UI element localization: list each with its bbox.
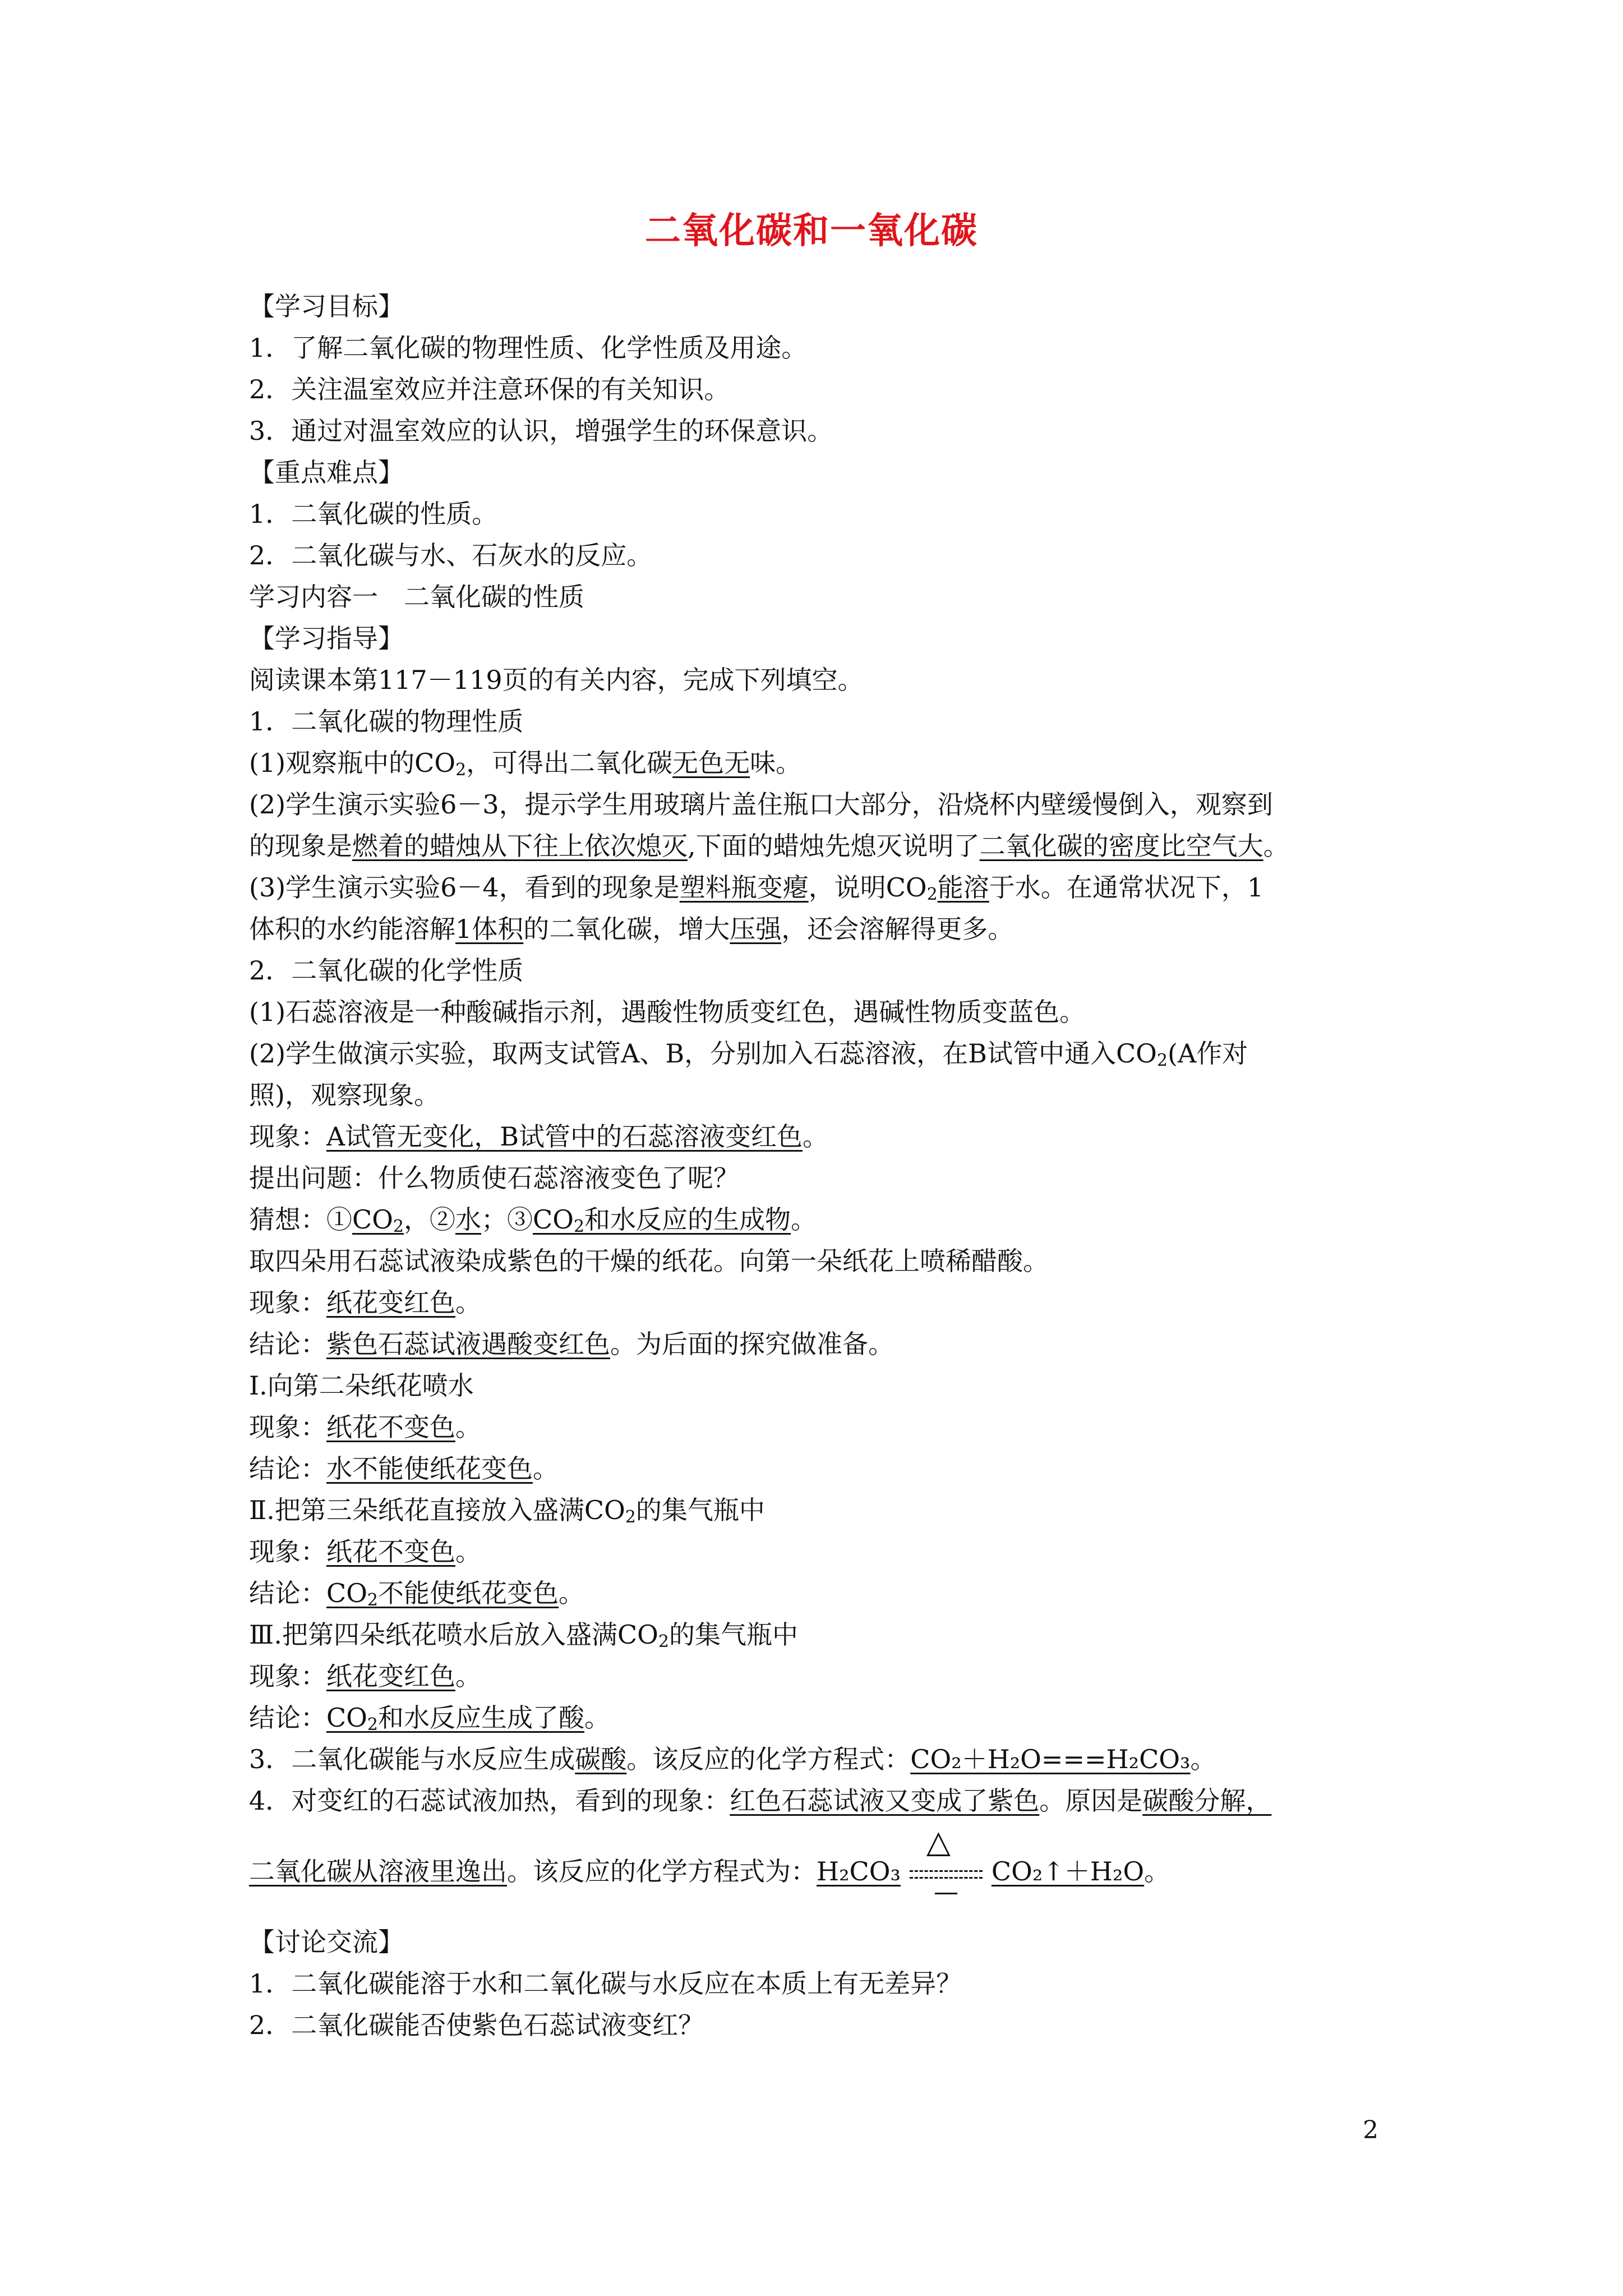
- discussion-item-2: 2．二氧化碳能否使紫色石蕊试液变红？: [249, 2010, 704, 2040]
- flower-intro: 取四朵用石蕊试液染成紫色的干燥的纸花。向第一朵纸花上喷稀醋酸。: [249, 1246, 1049, 1276]
- blank-bottle-observation: 塑料瓶变瘪: [679, 872, 809, 903]
- blank-guess-water: 水: [455, 1204, 482, 1235]
- blank-candle-observation: 燃着的蜡烛从下往上依次熄灭: [352, 831, 688, 861]
- section-heading-keypoints: 【重点难点】: [249, 457, 404, 487]
- blank-flower1-conclusion: 紫色石蕊试液遇酸变红色: [326, 1329, 610, 1359]
- goal-item-3: 3．通过对温室效应的认识，增强学生的环保意识。: [249, 416, 833, 446]
- observation-line-1: 现象：A试管无变化，B试管中的石蕊溶液变红色。: [249, 1121, 829, 1152]
- goal-item-2: 2．关注温室效应并注意环保的有关知识。: [249, 374, 730, 404]
- blank-heating-observation: 红色石蕊试液又变成了紫色: [730, 1786, 1040, 1816]
- physical-line-3: 的现象是燃着的蜡烛从下往上依次熄灭,下面的蜡烛先熄灭说明了二氧化碳的密度比空气大。: [249, 831, 1289, 861]
- blank-reason-part-1: 碳酸分解，: [1142, 1786, 1272, 1816]
- blank-volume: 1体积: [455, 914, 524, 944]
- statement-3: 3．二氧化碳能与水反应生成碳酸。该反应的化学方程式：CO₂＋H₂O===H₂CO₃。: [249, 1744, 1216, 1774]
- question-line: 提出问题：什么物质使石蕊溶液变色了呢？: [249, 1163, 739, 1193]
- discussion-item-1: 1．二氧化碳能溶于水和二氧化碳与水反应在本质上有无差异？: [249, 1968, 962, 1999]
- guide-intro: 阅读课本第117－119页的有关内容，完成下列填空。: [249, 665, 864, 695]
- blank-flower3-conclusion: $CO_2$不能使纸花变色: [326, 1578, 559, 1610]
- equation-co2-water: CO₂＋H₂O===H₂CO₃: [910, 1744, 1191, 1774]
- goal-item-1: 1．了解二氧化碳的物理性质、化学性质及用途。: [249, 333, 808, 363]
- blank-guess-co2: $CO_2$: [352, 1204, 404, 1236]
- section-heading-goals: 【学习目标】: [249, 291, 404, 321]
- flower1-conclusion: 结论：紫色石蕊试液遇酸变红色。为后面的探究做准备。: [249, 1329, 894, 1359]
- blank-flower2-observation: 纸花不变色: [326, 1412, 455, 1442]
- page-number: 2: [1363, 2116, 1378, 2145]
- blank-density-conclusion: 二氧化碳的密度比空气大: [979, 831, 1264, 861]
- flower2-observation: 现象：纸花不变色。: [249, 1412, 481, 1442]
- statement-4-line-1: 4．对变红的石蕊试液加热，看到的现象：红色石蕊试液又变成了紫色。原因是碳酸分解，: [249, 1786, 1272, 1816]
- blank-tube-observation: A试管无变化，B试管中的石蕊溶液变红色: [326, 1121, 803, 1152]
- physical-properties-heading: 1．二氧化碳的物理性质: [249, 706, 524, 737]
- physical-line-4: (3)学生演示实验6－4，看到的现象是塑料瓶变瘪，说明$CO_2$能溶于水。在通常状况下，1: [249, 872, 1264, 904]
- blank-flower1-observation: 纸花变红色: [326, 1287, 455, 1318]
- blank-guess-product: $CO_2$和水反应的生成物: [533, 1204, 791, 1236]
- guess-line: 猜想：$①CO_2$，②水；$③CO_2$和水反应的生成物。: [249, 1204, 817, 1236]
- blank-flower3-observation: 纸花不变色: [326, 1536, 455, 1567]
- flower2-conclusion: 结论：水不能使纸花变色。: [249, 1453, 559, 1484]
- blank-soluble: 能溶: [937, 872, 989, 903]
- blank-carbonic-acid: 碳酸: [575, 1744, 627, 1774]
- step-1: Ⅰ.向第二朵纸花喷水: [249, 1370, 474, 1401]
- step-2: Ⅱ.把第三朵纸花直接放入盛满$CO_2$的集气瓶中: [249, 1495, 765, 1527]
- physical-line-5: 体积的水约能溶解1体积的二氧化碳，增大压强，还会溶解得更多。: [249, 914, 1014, 944]
- chemical-line-2: (2)学生做演示实验，取两支试管A、B，分别加入石蕊溶液，在B试管中通入$CO_2(A$作对: [249, 1038, 1248, 1070]
- heat-equals-sign: [910, 1824, 983, 1892]
- equation-lhs: H₂CO₃: [817, 1856, 901, 1887]
- blank-flower4-conclusion: $CO_2$和水反应生成了酸: [326, 1703, 585, 1734]
- chemical-line-1: (1)石蕊溶液是一种酸碱指示剂，遇酸性物质变红色，遇碱性物质变蓝色。: [249, 997, 1086, 1027]
- physical-line-1: (1)观察瓶中的$CO_2$，可得出二氧化碳无色无味。: [249, 748, 802, 780]
- blank-colorless: 无色: [672, 748, 725, 778]
- heat-triangle-icon: △: [926, 1824, 951, 1860]
- flower1-observation: 现象：纸花变红色。: [249, 1287, 481, 1318]
- page-title: 二氧化碳和一氧化碳: [645, 210, 978, 252]
- equation-rhs: CO₂↑＋H₂O: [991, 1856, 1145, 1887]
- statement-4-line-2: 二氧化碳从溶液里逸出。该反应的化学方程式为：H₂CO₃ △ CO₂↑＋H₂O。: [249, 1851, 1387, 1892]
- chemical-properties-heading: 2．二氧化碳的化学性质: [249, 955, 524, 986]
- keypoint-item-2: 2．二氧化碳与水、石灰水的反应。: [249, 540, 653, 570]
- blank-pressure: 压强: [730, 914, 782, 944]
- blank-reason-part-2: 二氧化碳从溶液里逸出: [249, 1856, 507, 1887]
- blank-odorless: 无: [724, 748, 750, 778]
- blank-flower4-observation: 纸花变红色: [326, 1661, 455, 1691]
- section-heading-discussion: 【讨论交流】: [249, 1927, 404, 1957]
- flower4-observation: 现象：纸花变红色。: [249, 1661, 481, 1691]
- step-3: Ⅲ.把第四朵纸花喷水后放入盛满$CO_2$的集气瓶中: [249, 1619, 798, 1651]
- physical-line-2: (2)学生演示实验6－3，提示学生用玻璃片盖住瓶口大部分，沿烧杯内壁缓慢倒入，观察到: [249, 789, 1273, 820]
- flower4-conclusion: 结论：$CO_2$和水反应生成了酸。: [249, 1703, 611, 1734]
- flower3-observation: 现象：纸花不变色。: [249, 1536, 481, 1567]
- content-heading-1: 学习内容一 二氧化碳的性质: [249, 582, 584, 612]
- chemical-line-3: 照)，观察现象。: [249, 1080, 440, 1110]
- keypoint-item-1: 1．二氧化碳的性质。: [249, 499, 498, 529]
- flower3-conclusion: 结论：$CO_2$不能使纸花变色。: [249, 1578, 585, 1610]
- blank-flower2-conclusion: 水不能使纸花变色: [326, 1453, 533, 1484]
- section-heading-guide: 【学习指导】: [249, 623, 404, 654]
